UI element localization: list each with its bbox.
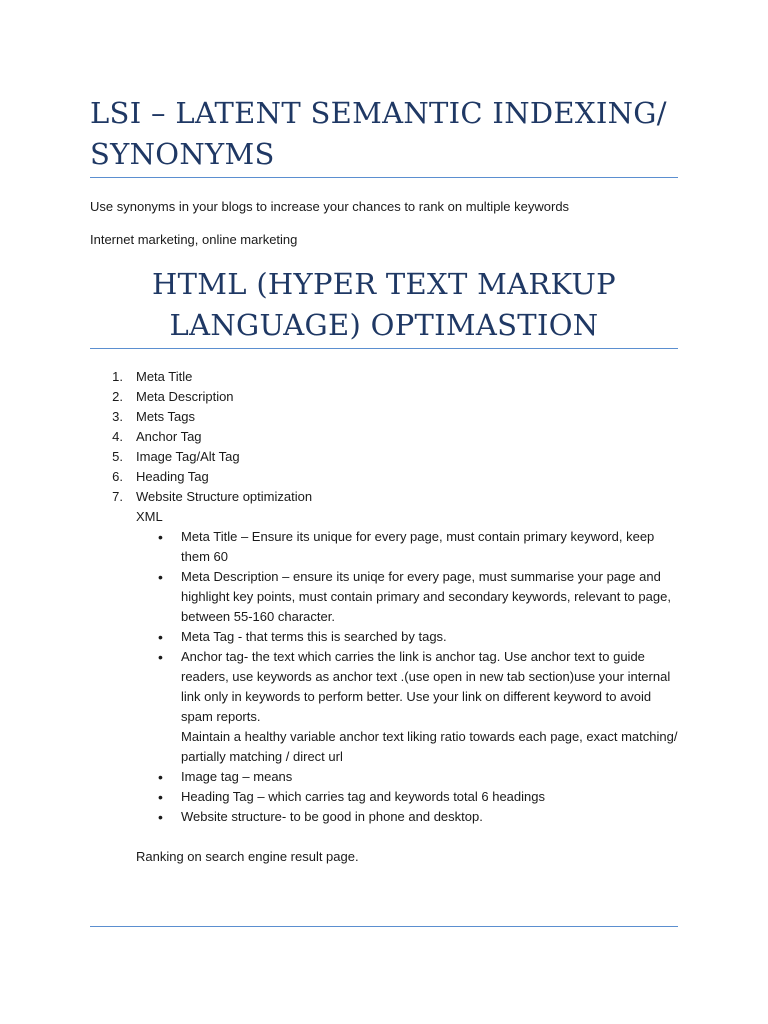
- list-text: Heading Tag: [136, 469, 209, 484]
- bullet-text: Meta Tag - that terms this is searched by tags.: [181, 629, 447, 644]
- list-text: Mets Tags: [136, 409, 196, 424]
- list-text: Meta Description: [136, 389, 234, 404]
- bullet-item: [136, 527, 678, 567]
- numbered-item: [90, 387, 678, 407]
- bullet-item: [136, 627, 678, 647]
- bullet-icon: •: [158, 769, 163, 785]
- bullet-icon: •: [158, 789, 163, 805]
- heading-lsi-rule: [90, 177, 678, 178]
- list-text: Image Tag/Alt Tag: [136, 449, 240, 464]
- list-text: Anchor Tag: [136, 429, 202, 444]
- list-number: 4.: [112, 429, 123, 444]
- bullet-item: [136, 787, 678, 807]
- bullet-text: Image tag – means: [181, 769, 293, 784]
- bullet-item: [136, 807, 678, 827]
- bullet-item: [136, 767, 678, 787]
- bullet-text: Meta Description – ensure its uniqe for every page, must summarise your page and highlight key points, must contain primary and secondary keywords, relevant to page, between 55-160 character.: [181, 569, 671, 624]
- numbered-item: [90, 367, 678, 387]
- bullet-continuation: Maintain a healthy variable anchor text liking ratio towards each page, exact matching/ partially matching / direct url: [181, 729, 678, 764]
- heading-lsi: LSI – LATENT SEMANTIC INDEXING/ SYNONYMS: [90, 96, 667, 171]
- bullet-icon: •: [158, 569, 163, 585]
- bullet-item: [136, 567, 678, 627]
- heading-html-rule: [90, 348, 678, 349]
- numbered-item: [90, 427, 678, 447]
- xml-label: XML: [136, 509, 163, 524]
- list-text: Website Structure optimization: [136, 489, 313, 504]
- list-number: 5.: [112, 449, 123, 464]
- bullet-text: Heading Tag – which carries tag and keywords total 6 headings: [181, 789, 545, 804]
- list-number: 6.: [112, 469, 123, 484]
- bullet-icon: •: [158, 529, 163, 545]
- bullet-text: Meta Title – Ensure its unique for every page, must contain primary keyword, keep them 60: [181, 529, 655, 564]
- numbered-item: [90, 447, 678, 467]
- bullet-list: [136, 527, 678, 827]
- list-number: 7.: [112, 489, 123, 504]
- bullet-text: Anchor tag- the text which carries the link is anchor tag. Use anchor text to guide readers, use keywords as anchor text .(use open in new tab section)use your internal link only in keywords to perform better. Use your link on different keyword to avoid spam reports.: [181, 649, 671, 724]
- ranking-note: Ranking on search engine result page.: [136, 849, 359, 864]
- para-examples: Internet marketing, online marketing: [90, 232, 298, 247]
- numbered-list: [90, 367, 678, 507]
- heading-html: HTML (HYPER TEXT MARKUP LANGUAGE) OPTIMASTION: [152, 267, 616, 342]
- bullet-icon: •: [158, 629, 163, 645]
- para-synonyms: Use synonyms in your blogs to increase your chances to rank on multiple keywords: [90, 199, 570, 214]
- list-number: 1.: [112, 369, 123, 384]
- list-number: 3.: [112, 409, 123, 424]
- bullet-icon: •: [158, 809, 163, 825]
- numbered-item: [90, 467, 678, 487]
- list-text: Meta Title: [136, 369, 193, 384]
- bullet-item: [136, 647, 678, 767]
- numbered-item: [90, 487, 678, 507]
- numbered-item: [90, 407, 678, 427]
- bullet-icon: •: [158, 649, 163, 665]
- bullet-text: Website structure- to be good in phone and desktop.: [181, 809, 483, 824]
- footer-rule: [90, 926, 678, 927]
- list-number: 2.: [112, 389, 123, 404]
